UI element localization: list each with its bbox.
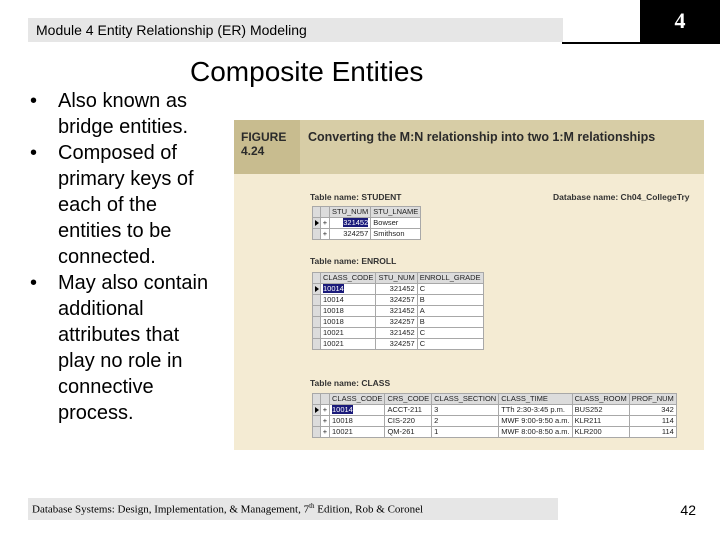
table-row[interactable]: [313, 328, 484, 339]
header-divider: [562, 42, 640, 44]
column-header: CLASS_CODE: [321, 273, 376, 284]
column-header: CLASS_TIME: [499, 394, 572, 405]
table-cell[interactable]: 321452: [376, 328, 417, 339]
expand-icon[interactable]: +: [321, 229, 330, 240]
current-row-arrow-icon: [315, 286, 319, 292]
column-header: STU_NUM: [330, 207, 371, 218]
current-row-arrow-icon: [315, 220, 319, 226]
row-selector[interactable]: [313, 284, 321, 295]
row-selector[interactable]: [313, 405, 321, 416]
bullet-list: [28, 88, 218, 426]
table-cell[interactable]: 10018: [330, 416, 385, 427]
table-cell[interactable]: 324257: [330, 229, 371, 240]
table-row[interactable]: [313, 405, 677, 416]
class-table: [312, 393, 677, 438]
table-cell[interactable]: [330, 218, 371, 229]
enroll-table-name: Table name: ENROLL: [310, 256, 397, 266]
table-cell[interactable]: B: [417, 295, 483, 306]
table-row[interactable]: [313, 295, 484, 306]
selected-value: 10014: [323, 284, 344, 293]
enroll-table: [312, 272, 484, 350]
row-selector[interactable]: [313, 306, 321, 317]
row-selector[interactable]: [313, 427, 321, 438]
table-row[interactable]: [313, 317, 484, 328]
footer-citation-superscript: th: [309, 502, 315, 510]
table-cell[interactable]: 321452: [376, 306, 417, 317]
table-corner: [321, 207, 330, 218]
figure-label-number: 4.24: [241, 144, 265, 158]
table-cell[interactable]: Smithson: [371, 229, 421, 240]
bullet-icon: •: [30, 142, 38, 164]
table-corner: [313, 207, 321, 218]
table-row[interactable]: [313, 229, 421, 240]
expand-icon[interactable]: +: [321, 427, 330, 438]
table-row[interactable]: [313, 306, 484, 317]
table-cell[interactable]: TTh 2:30-3:45 p.m.: [499, 405, 572, 416]
row-selector[interactable]: [313, 317, 321, 328]
column-header: CLASS_SECTION: [432, 394, 499, 405]
table-row[interactable]: [313, 427, 677, 438]
footer-citation-main: Database Systems: Design, Implementation, & Management, 7: [32, 503, 310, 516]
table-cell[interactable]: [321, 284, 376, 295]
table-cell[interactable]: 10018: [321, 317, 376, 328]
figure-panel: [234, 120, 704, 450]
table-cell[interactable]: 321452: [376, 284, 417, 295]
table-cell[interactable]: 10021: [321, 339, 376, 350]
row-selector[interactable]: [313, 328, 321, 339]
bullet-text: May also contain additional attributes that play no role in connective process.: [58, 272, 209, 424]
column-header: STU_LNAME: [371, 207, 421, 218]
table-cell[interactable]: MWF 8:00-8:50 a.m.: [499, 427, 572, 438]
bullet-icon: •: [30, 90, 38, 112]
column-header: PROF_NUM: [629, 394, 676, 405]
column-header: STU_NUM: [376, 273, 417, 284]
expand-icon[interactable]: +: [321, 416, 330, 427]
table-row[interactable]: [313, 284, 484, 295]
column-header: CLASS_ROOM: [572, 394, 629, 405]
table-corner: [313, 394, 321, 405]
bullet-item: [28, 270, 218, 426]
table-cell[interactable]: C: [417, 339, 483, 350]
table-cell[interactable]: 324257: [376, 317, 417, 328]
table-cell[interactable]: Bowser: [371, 218, 421, 229]
database-name: Database name: Ch04_CollegeTry: [553, 192, 690, 202]
table-row[interactable]: [313, 339, 484, 350]
table-cell[interactable]: C: [417, 284, 483, 295]
column-header: CRS_CODE: [385, 394, 432, 405]
class-table-name: Table name: CLASS: [310, 378, 391, 388]
figure-label-word: FIGURE: [241, 130, 287, 144]
table-header-row: [313, 394, 677, 405]
selected-value: 10014: [332, 405, 353, 414]
row-selector[interactable]: [313, 339, 321, 350]
table-cell[interactable]: 1: [432, 427, 499, 438]
table-cell[interactable]: 114: [629, 427, 676, 438]
table-cell[interactable]: KLR200: [572, 427, 629, 438]
table-cell[interactable]: 342: [629, 405, 676, 416]
figure-header: [234, 120, 704, 174]
row-selector[interactable]: [313, 218, 321, 229]
footer-citation-tail: Edition, Rob & Coronel: [314, 503, 424, 516]
table-cell[interactable]: CIS-220: [385, 416, 432, 427]
footer-citation: [32, 502, 423, 516]
bullet-item: [28, 88, 218, 140]
table-cell[interactable]: 2: [432, 416, 499, 427]
table-cell[interactable]: BUS252: [572, 405, 629, 416]
row-selector[interactable]: [313, 295, 321, 306]
figure-label: [241, 130, 286, 158]
row-selector[interactable]: [313, 229, 321, 240]
slide-title: Composite Entities: [190, 56, 424, 87]
table-header-row: [313, 273, 484, 284]
table-row[interactable]: [313, 218, 421, 229]
current-row-arrow-icon: [315, 407, 319, 413]
table-cell[interactable]: 10018: [321, 306, 376, 317]
table-cell[interactable]: ACCT-211: [385, 405, 432, 416]
selected-value: 321452: [343, 218, 369, 227]
bullet-item: [28, 140, 218, 270]
chapter-number: 4: [674, 8, 686, 33]
table-header-row: [313, 207, 421, 218]
table-cell[interactable]: QM-261: [385, 427, 432, 438]
table-cell[interactable]: A: [417, 306, 483, 317]
bullet-icon: •: [30, 272, 38, 294]
table-cell[interactable]: 10014: [321, 295, 376, 306]
table-cell[interactable]: [330, 405, 385, 416]
module-title: Module 4 Entity Relationship (ER) Modeling: [36, 22, 307, 38]
student-table: [312, 206, 421, 240]
table-cell[interactable]: 324257: [376, 295, 417, 306]
expand-icon[interactable]: +: [321, 218, 330, 229]
table-corner: [321, 394, 330, 405]
row-selector[interactable]: [313, 416, 321, 427]
table-cell[interactable]: 10021: [321, 328, 376, 339]
chapter-badge: [640, 0, 720, 44]
header-bar: [28, 18, 563, 42]
figure-caption: Converting the M:N relationship into two 1:M relationships: [308, 130, 656, 144]
table-cell[interactable]: MWF 9:00-9:50 a.m.: [499, 416, 572, 427]
table-cell[interactable]: C: [417, 328, 483, 339]
bullet-text: Also known as bridge entities.: [58, 90, 189, 138]
table-cell[interactable]: 10021: [330, 427, 385, 438]
table-cell[interactable]: 324257: [376, 339, 417, 350]
bullet-text: Composed of primary keys of each of the entities to be connected.: [58, 142, 194, 268]
table-cell[interactable]: 3: [432, 405, 499, 416]
table-row[interactable]: [313, 416, 677, 427]
table-cell[interactable]: 114: [629, 416, 676, 427]
column-header: CLASS_CODE: [330, 394, 385, 405]
expand-icon[interactable]: +: [321, 405, 330, 416]
footer-bar: [28, 498, 558, 520]
page-number: 42: [680, 502, 696, 518]
column-header: ENROLL_GRADE: [417, 273, 483, 284]
figure-label-box: [234, 120, 300, 174]
table-corner: [313, 273, 321, 284]
table-cell[interactable]: B: [417, 317, 483, 328]
student-table-name: Table name: STUDENT: [310, 192, 402, 202]
table-cell[interactable]: KLR211: [572, 416, 629, 427]
